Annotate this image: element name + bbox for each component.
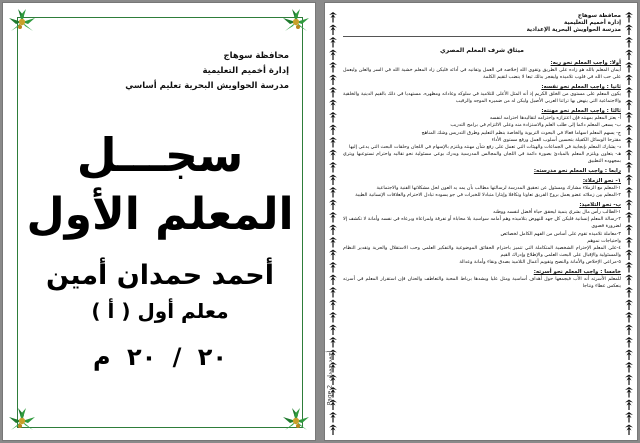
cover-page [2,2,316,441]
palm-border-icon [624,11,634,437]
section-heading: ب- نحو التلاميذ: [579,202,621,209]
section-heading: أولا: واجب المعلم نحو ربه: [550,60,621,66]
content-governorate: محافظة سوهاج [577,13,621,19]
cover-header [29,49,289,94]
governorate-label: محافظة سوهاج [223,51,289,61]
charter-page [324,2,638,441]
section-heading: ١- نحو الزملاء: [582,178,621,185]
section-paragraph: ٣-معاملة تلاميذه تقوم على أساس من الفهم الكامل لخصائص [500,231,621,237]
section-paragraph: ج- يسهم المعلم اسهاما فعالا في البحوث التربوية والخاصة بنظم التعليم وطرق التدريس وشك المناهج [421,130,621,136]
section-paragraph: ١-المعلم مع الزملاء مشارك ومسئول عن تحقيق المدرسة لرسالتها مطالب بأن يمد يد العون لحل مشكلاتها الفنية والاجتماعية [376,186,621,192]
corner-palm-icon [279,5,313,39]
academic-year: ٢٠ / ٢٠ م [92,343,228,371]
section-paragraph: يكون المعلم على مستوى من الخلق الكريم إذ أنه المثل الأعلى للتلاميذ في سلوكه وعاداته ومظهره. مستهديا في ذلك بالقيم الدينية والخلقية والاجتماعية التي ينهض بها تراثنا العربي الأصيل وليكن له من ضميره الموجه والرقيب [343,92,621,105]
section-paragraph: هـ- يتعاون ويلتزم المعلم بالمبادئ بصورة دائمة في اللجان والمجالس المدرسية ويدرك بوعي مسئولية نحو تقاليد واحترام تستوعبها ويثري بمجهوده التطبيق [343,151,621,164]
divider [343,36,621,37]
section-paragraph: مقترحا الوسائل الكفيلة بتحسين أسلوب العمل ورفع مستوى الأداء [491,137,621,143]
section-heading: خامسا : واجب المعلم نحو أسرته: [533,268,621,275]
content-administration: إدارة أخميم التعليمية [564,20,621,26]
section-paragraph: ٢-المعلم بين زملائه عضو يعمل بروح الفريق تعاونا وتكافلا وإيثارا متبادلا للخبرات في جو يسوده تبادل الاحترام والعلاقات الإنسانية الطيبة [355,193,621,199]
corner-palm-icon [279,404,313,438]
content-school: مدرسة الحواويش البحرية الإعدادية [526,27,621,33]
administration-label: إدارة أخميم التعليمية [202,66,289,76]
section-paragraph: واحتياجات نموهم [587,238,621,244]
section-paragraph: للمعلم الأسرته أنه الأب فيجمعها حول أهداف أساسية ومثل عليا ويشدها برباط المحبة والتعاطف والحنان فإن استقرار المعلم في أسرته ينعكس عطاء ونتاجا [343,276,621,290]
page-number [325,333,335,423]
section-paragraph: ٤-على المعلم الإحترام الشخصية المتكاملة التي تتميز باحترام الحقائق الموضوعية والتفكير العلمي وحب الاستقلال والحرية وتقدير النظام والمسئولية والإقبال على البحث العلمي والإطلاع وإدراك القيم [343,245,621,258]
section-paragraph: ٥-مراعي الإخلاص والأمانة والنصح وتقويم أعمال التلاميذ بصدق ونقاء وأمانة وعدالة [459,259,621,265]
section-heading: رابعا : واجب المعلم نحو مدرسته: [533,168,621,175]
section-heading: ثالثا : واجب المعلم نحو مهنته: [541,108,621,115]
charter-sections [343,59,621,290]
corner-palm-icon [5,404,39,438]
section-paragraph: د- يشارك المعلم بإيجابية في الجماعات والهيئات التي تعمل على رفع شأن مهنته ويلتزم بالإسهام في اللجان وحلقات البحث التي يدعى إليها [349,144,621,150]
page-number-label: Page 2 أحمد حمدان [326,350,334,406]
teacher-name: أحمد حمدان أمين [46,260,274,291]
school-label: مدرسة الحواويش البحرية تعليم أساسي [125,81,289,91]
section-paragraph: ١-الطالب رأس مال بشري ينمية ليحقق حياة أفضل لنفسه ووطنه [493,210,621,216]
teacher-role: معلم أول ( أ ) [91,299,229,323]
section-heading: ثانيا : واجب المعلم نحو نفسه: [541,84,621,91]
section-paragraph: أ- يعتز المعلم بمهنته فإن اعتزازه واحترامه لتقاليدها احترامه لنفسه [489,116,621,122]
cover-title-record: سجـــل [76,128,244,182]
section-paragraph: أيمان المعلم بالله هو زاده على الطريق وتقوى الله إخلاصه في العمل وتفانيه في أدائه فليكن زاد المعلم خشية الله في السر والعلن وليعمل على حب الله في قلوب تلاميذه وليفجر بذلك ثبعا لا ينضب لتقيم الكلمة [343,68,621,81]
corner-palm-icon [5,5,39,39]
section-paragraph: ب- يسعى المعلم دائما إلى طلب العلم والاستزادة منه وعلى الالتزام في برامج التدريب [450,123,621,129]
charter-title: ميثاق شرف المعلم المصري [440,47,524,54]
cover-title-first-teacher: المعلم الأول [26,189,294,240]
charter-text [343,13,621,435]
section-paragraph: ٢-رسالة المعلم إنسانية فليكن كل جهد للنهوض بتلاميذه وهم أمامه سواسية بلا محاباة أو تفرقة ولمراعاة ويرعاه في نفسه وأمانة لا تكشف إلا لضرورة قصوى [343,217,621,230]
